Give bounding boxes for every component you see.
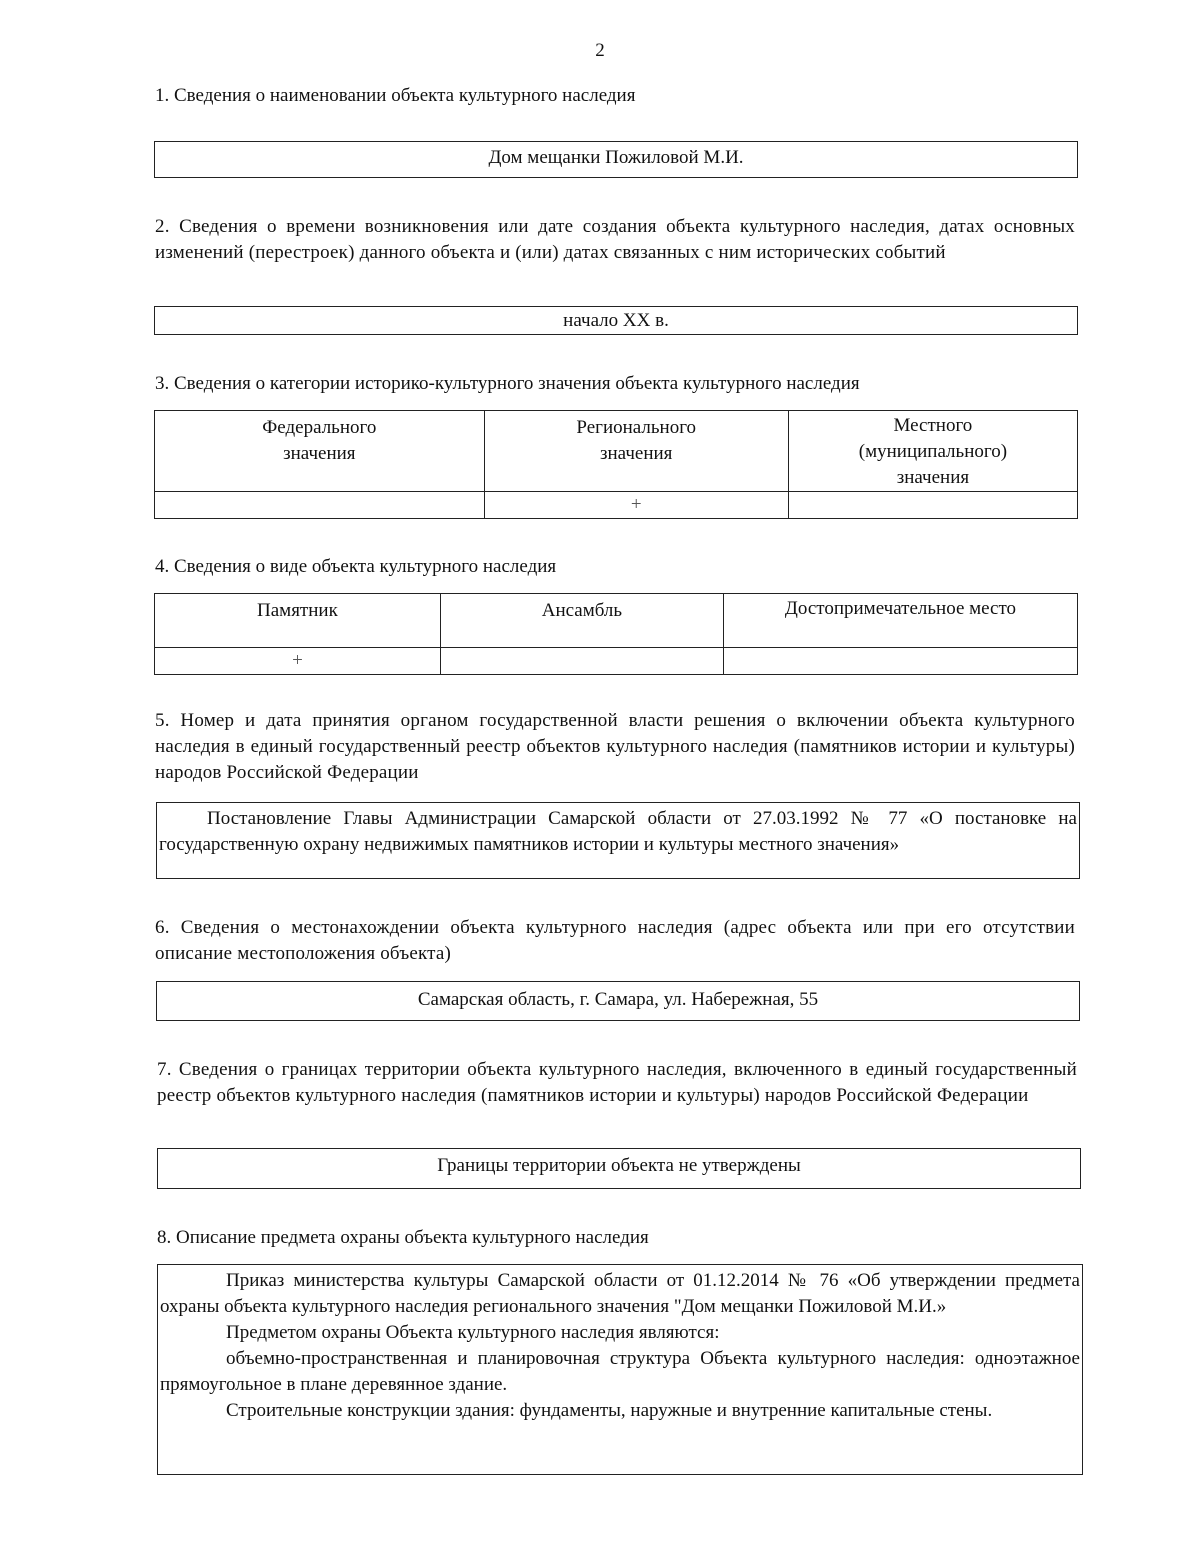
section-5-value: Постановление Главы Администрации Самарской области от 27.03.1992 № 77 «О постановке на государственную охрану недвижимых памятников истории и культуры местного значения» (159, 808, 1077, 855)
section-2-heading: 2. Сведения о времени возникновения или дате создания объекта культурного наследия, датах основных изменений (перестроек) данного объекта и (или) датах связанных с ним исторических событий (155, 216, 1075, 263)
category-federal-mark (155, 492, 485, 519)
section-1-value-box (154, 141, 1078, 178)
section-6-value: Самарская область, г. Самара, ул. Набережная, 55 (417, 989, 819, 1010)
section-8-paragraph-3: объемно-пространственная и планировочная структура Объекта культурного наследия: одноэтажное прямоугольное в плане деревянное здание. (160, 1348, 1080, 1395)
type-landmark-mark (723, 648, 1077, 675)
section-7-heading: 7. Сведения о границах территории объекта культурного наследия, включенного в единый государственный реестр объектов культурного наследия (памятников истории и культуры) народов Российской Федерации (157, 1059, 1077, 1106)
type-landmark-header: Достопримечательное место (723, 594, 1077, 648)
type-ensemble-header: Ансамбль (440, 594, 723, 648)
section-8-heading: 8. Описание предмета охраны объекта культурного наследия (157, 1227, 649, 1248)
section-6-heading: 6. Сведения о местонахождении объекта культурного наследия (адрес объекта или при его отсутствии описание местоположения объекта) (155, 917, 1075, 964)
section-5-heading: 5. Номер и дата принятия органом государственной власти решения о включении объекта культурного наследия в единый государственный реестр объектов культурного наследия (памятников истории и культуры) народов Российской Федерации (155, 710, 1075, 783)
page-number: 2 (595, 40, 605, 61)
section-4-heading: 4. Сведения о виде объекта культурного наследия (155, 556, 557, 577)
section-8-value-box (157, 1264, 1083, 1475)
section-8-paragraph-2: Предметом охраны Объекта культурного наследия являются: (226, 1322, 720, 1343)
type-monument-header: Памятник (155, 594, 441, 648)
section-5-value-box (156, 802, 1080, 879)
section-8-paragraph-1: Приказ министерства культуры Самарской области от 01.12.2014 № 76 «Об утверждении предмета охраны объекта культурного наследия регионального значения "Дом мещанки Пожиловой М.И.» (160, 1270, 1080, 1317)
section-7-value: Границы территории объекта не утверждены (437, 1155, 801, 1176)
category-local-mark (788, 492, 1077, 519)
category-regional-header: Регионального значения (484, 411, 788, 492)
section-3-category-table (154, 410, 1078, 519)
section-4-type-table (154, 593, 1078, 675)
section-2-value: начало XX в. (563, 310, 669, 331)
category-local-header: Местного (муниципального) значения (788, 411, 1077, 492)
section-6-value-box (156, 981, 1080, 1021)
category-regional-mark: + (484, 492, 788, 519)
category-federal-header: Федерального значения (155, 411, 485, 492)
type-ensemble-mark (440, 648, 723, 675)
section-3-heading: 3. Сведения о категории историко-культурного значения объекта культурного наследия (155, 373, 860, 394)
section-2-value-box (154, 306, 1078, 335)
type-monument-mark: + (155, 648, 441, 675)
section-8-paragraph-4: Строительные конструкции здания: фундаменты, наружные и внутренние капитальные стены. (226, 1400, 993, 1421)
section-1-heading: 1. Сведения о наименовании объекта культурного наследия (155, 85, 636, 106)
section-1-value: Дом мещанки Пожиловой М.И. (488, 147, 744, 168)
section-7-value-box (157, 1148, 1081, 1189)
